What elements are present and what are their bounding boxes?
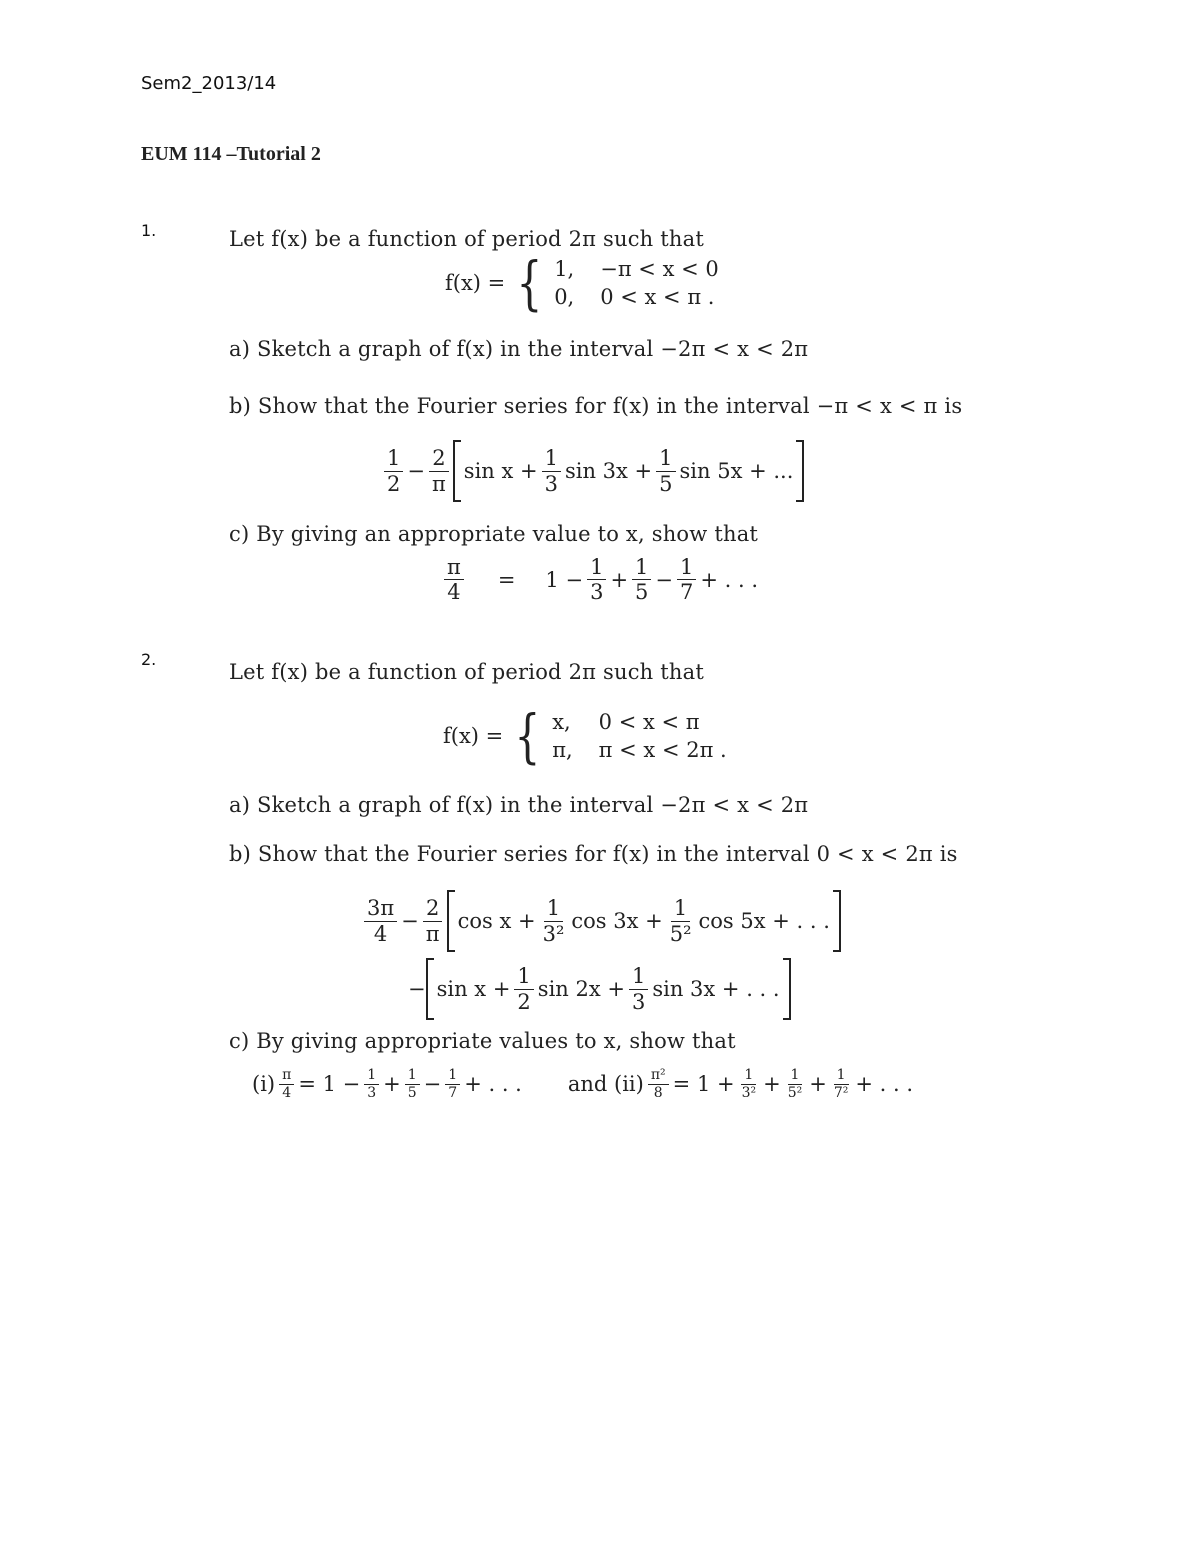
numerator: 1 — [542, 447, 561, 471]
series-tail: + . . . — [855, 1072, 914, 1097]
denominator: 7 — [448, 1084, 458, 1101]
numerator: 1 — [834, 1068, 849, 1085]
question-2-fourier-series-line-2 — [408, 958, 791, 1020]
cases-block — [552, 710, 727, 762]
fraction — [429, 447, 449, 494]
numerator: 2 — [423, 897, 442, 921]
numerator: 1 — [629, 965, 648, 989]
series-tail: + . . . — [700, 567, 759, 592]
numerator: 1 — [677, 556, 696, 580]
minus-sign: − — [407, 459, 425, 483]
fraction — [667, 897, 695, 944]
denominator: 4 — [373, 921, 388, 946]
denominator: π — [425, 921, 440, 946]
series-term: = 1 − — [298, 1072, 361, 1097]
denominator: 3² — [741, 1084, 757, 1101]
question-2-results — [252, 1068, 913, 1100]
numerator: 1 — [364, 1068, 379, 1085]
operator: − — [655, 567, 674, 592]
operator: + — [610, 567, 629, 592]
question-1-fourier-series — [380, 440, 804, 502]
result-label: (i) — [252, 1072, 276, 1097]
fraction — [279, 1068, 294, 1100]
denominator: 3 — [631, 989, 646, 1014]
series-term: cos 3x + — [571, 909, 663, 933]
denominator: 8 — [653, 1084, 663, 1101]
case-2-value: 0, — [554, 285, 575, 309]
numerator: 3π — [364, 897, 397, 921]
numerator: 1 — [656, 447, 675, 471]
fraction — [656, 447, 675, 494]
minus-sign: − — [408, 977, 426, 1001]
denominator: 5 — [659, 471, 673, 496]
denominator: 3 — [367, 1084, 377, 1101]
series-term: sin 2x + — [537, 977, 625, 1001]
denominator: 5² — [787, 1084, 803, 1101]
question-1-function-definition — [445, 249, 719, 317]
fraction — [445, 1068, 460, 1100]
case-1-condition: −π < x < 0 — [600, 257, 719, 281]
denominator: 3² — [542, 921, 565, 946]
case-1-value: x, — [552, 710, 571, 734]
series-term: 1 − — [545, 567, 584, 592]
numerator: 1 — [741, 1068, 756, 1085]
question-2-part-a: a) Sketch a graph of f(x) in the interval −2π < x < 2π — [229, 793, 809, 817]
numerator: π² — [648, 1068, 669, 1085]
numerator: 1 — [445, 1068, 460, 1085]
case-2-condition: 0 < x < π . — [600, 285, 715, 309]
numerator: 1 — [788, 1068, 803, 1085]
case-1-condition: 0 < x < π — [598, 710, 700, 734]
left-brace: { — [514, 702, 541, 770]
question-2-part-b: b) Show that the Fourier series for f(x) in the interval 0 < x < 2π is — [229, 842, 958, 866]
question-2-number: 2. — [141, 650, 157, 669]
fraction — [587, 556, 606, 603]
fraction — [648, 1068, 669, 1100]
right-bracket — [796, 440, 804, 502]
series-tail: + . . . — [464, 1072, 522, 1097]
fraction — [423, 897, 443, 944]
numerator: 1 — [544, 897, 563, 921]
case-1-value: 1, — [554, 257, 575, 281]
fraction — [677, 556, 696, 603]
series-term: = 1 + — [672, 1072, 735, 1097]
denominator: 2 — [517, 989, 531, 1014]
fraction — [785, 1068, 806, 1100]
equals-sign: = — [497, 567, 516, 592]
denominator: 3 — [544, 471, 558, 496]
minus-sign: − — [401, 909, 419, 933]
series-term: sin 5x + ... — [679, 459, 794, 483]
numerator: 1 — [405, 1068, 420, 1085]
question-2-intro: Let f(x) be a function of period 2π such that — [229, 660, 704, 684]
series-term: sin x + — [463, 459, 538, 483]
course-title: EUM 114 –Tutorial 2 — [141, 143, 321, 165]
denominator: 5² — [669, 921, 692, 946]
numerator: 1 — [632, 556, 651, 580]
case-2-condition: π < x < 2π . — [598, 738, 727, 762]
cases-block — [554, 257, 719, 309]
case-2-value: π, — [552, 738, 573, 762]
series-term: sin 3x + . . . — [652, 977, 780, 1001]
question-2-function-definition — [443, 702, 727, 770]
denominator: 5 — [407, 1084, 417, 1101]
fraction — [632, 556, 651, 603]
result-label: and (ii) — [567, 1072, 644, 1097]
denominator: 7² — [833, 1084, 849, 1101]
series-term: sin x + — [436, 977, 511, 1001]
denominator: 4 — [447, 580, 461, 605]
question-1-part-a: a) Sketch a graph of f(x) in the interval −2π < x < 2π — [229, 337, 809, 361]
left-brace: { — [516, 249, 543, 317]
operator: + — [763, 1072, 781, 1097]
denominator: 3 — [590, 580, 604, 605]
fraction — [444, 556, 464, 603]
fraction — [542, 447, 561, 494]
fraction — [364, 1068, 379, 1100]
question-1-result — [440, 556, 758, 603]
fraction — [364, 897, 397, 944]
numerator: 1 — [587, 556, 606, 580]
denominator: 4 — [282, 1084, 292, 1101]
question-2-fourier-series-line-1 — [360, 890, 841, 952]
fraction — [629, 965, 648, 1012]
left-bracket — [447, 890, 455, 952]
fraction — [540, 897, 568, 944]
denominator: π — [431, 471, 446, 496]
fraction — [831, 1068, 852, 1100]
right-bracket — [833, 890, 841, 952]
fraction — [384, 447, 403, 494]
denominator: 5 — [635, 580, 649, 605]
left-bracket — [426, 958, 434, 1020]
series-term: sin 3x + — [564, 459, 653, 483]
question-1-part-c: c) By giving an appropriate value to x, show that — [229, 522, 759, 546]
numerator: 1 — [514, 965, 533, 989]
fraction — [405, 1068, 420, 1100]
operator: + — [809, 1072, 827, 1097]
numerator: 1 — [384, 447, 403, 471]
function-lhs: f(x) = — [445, 271, 506, 295]
fraction — [739, 1068, 760, 1100]
operator: − — [423, 1072, 442, 1097]
semester-label: Sem2_2013/14 — [141, 73, 277, 94]
operator: + — [383, 1072, 401, 1097]
series-term: cos x + — [457, 909, 536, 933]
denominator: 2 — [387, 471, 401, 496]
function-lhs: f(x) = — [443, 724, 504, 748]
question-2-part-c: c) By giving appropriate values to x, show that — [229, 1029, 736, 1053]
fraction — [514, 965, 533, 1012]
left-bracket — [453, 440, 461, 502]
numerator: 1 — [671, 897, 690, 921]
right-bracket — [783, 958, 791, 1020]
numerator: π — [444, 556, 464, 580]
series-term: cos 5x + . . . — [698, 909, 830, 933]
numerator: 2 — [429, 447, 448, 471]
question-1-part-b: b) Show that the Fourier series for f(x) in the interval −π < x < π is — [229, 394, 963, 418]
question-1-intro: Let f(x) be a function of period 2π such that — [229, 227, 704, 251]
numerator: π — [279, 1068, 294, 1085]
question-1-number: 1. — [141, 221, 157, 240]
denominator: 7 — [680, 580, 694, 605]
